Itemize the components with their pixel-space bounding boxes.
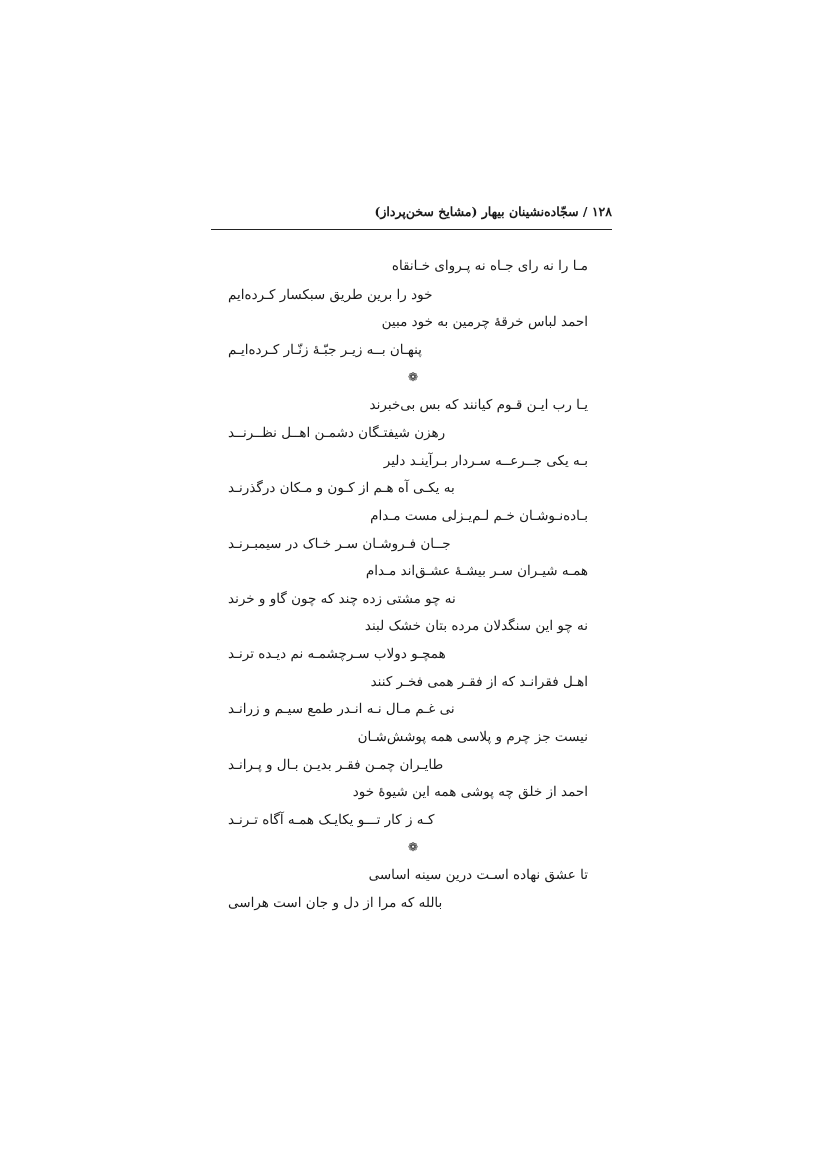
verse-line: همچـو دولاب سـرچشمـه نم دیـده ترنـد	[228, 646, 446, 662]
verse-line: نی غـم مـال نـه انـدر طمع سیـم و زرانـد	[228, 701, 455, 717]
verse-line: نه چو این سنگدلان مرده بتان خشک لبند	[364, 618, 588, 634]
verse-line: بالله که مرا از دل و جان است هراسی	[228, 895, 443, 911]
verse-line: بـاده‌نـوشـان خـم لـم‌یـزلی مست مـدام	[370, 508, 588, 524]
verse-line: نه چو مشتی زده چند که چون گاو و خرند	[228, 591, 456, 607]
verse-line: کـه ز کار تـــو یکایـک همـه آگاه تـرنـد	[228, 812, 435, 828]
stanza-separator: ❁	[407, 840, 419, 854]
verse-line: همـه شیـران سـر بیشـهٔ عشـق‌اند مـدام	[365, 563, 588, 579]
verse-line: به یکـی آه هـم از کـون و مـکان درگذرنـد	[228, 480, 455, 496]
verse-line: جــان فـروشـان سـر خـاک در سیمبـرنـد	[228, 536, 451, 552]
verse-line: طایـران چمـن فقـر بدیـن بـال و پـرانـد	[228, 757, 444, 773]
verse-line: خود را برین طریق سبکسار کـرده‌ایم	[228, 287, 433, 303]
verse-line: اهـل فقرانـد که از فقـر همی فخـر کنند	[370, 674, 588, 690]
verse-line: رهزن شیفتـگان دشمـن اهــل نظــرنــد	[228, 425, 446, 441]
running-header: ۱۲۸ / سجّاده‌نشینان بیهار (مشایخ سخن‌پرداز)	[374, 204, 612, 219]
verse-line: احمد لباس خرقهٔ چرمین به خود مبین	[381, 314, 588, 330]
verse-line: تا عشق نهاده اسـت درین سینه اساسی	[368, 867, 588, 883]
verse-line: نیست جز چرم و پلاسی همه پوشش‌شـان	[357, 729, 588, 745]
verse-line: احمد از خلق چه پوشی همه این شیوهٔ خود	[352, 784, 588, 800]
verse-line: پنهـان بــه زیـر جبّـهٔ زنّـار کـرده‌ایـم	[228, 342, 422, 358]
verse-line: مـا را نه رای جـاه نه پـروای خـانقاه	[391, 258, 588, 274]
verse-line: بـه یکی جــرعــه سـردار بـرآینـد دلیر	[383, 453, 588, 469]
stanza-separator: ❁	[407, 370, 419, 384]
verse-line: یـا رب ایـن قـوم کیانند که بس بی‌خبرند	[369, 397, 588, 413]
